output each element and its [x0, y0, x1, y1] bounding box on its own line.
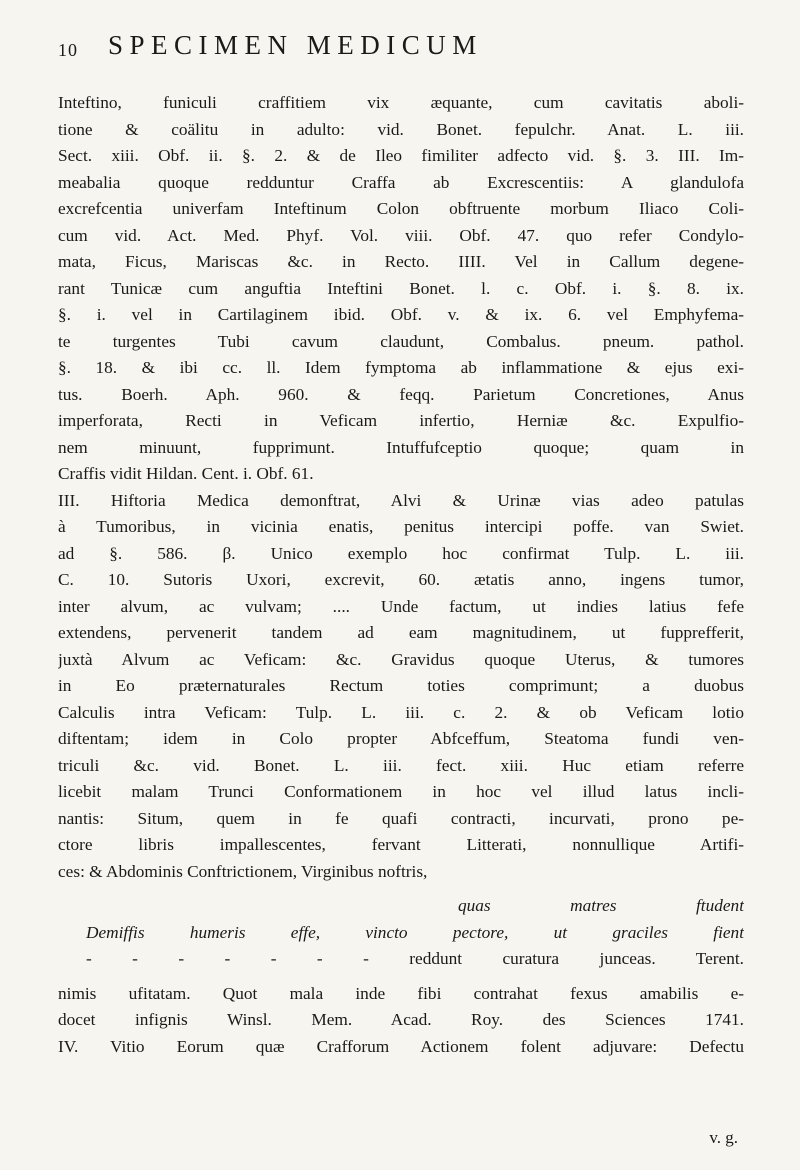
text-line: mata, Ficus, Mariscas &c. in Recto. IIII. Vel in Callum degene- [58, 252, 744, 271]
text-line: III. Hiftoria Medica demonftrat, Alvi & Urinæ vias adeo patulas [58, 490, 744, 510]
text-line: juxtà Alvum ac Veficam: &c. Gravidus quoque Uterus, & tumores [58, 649, 744, 669]
text-line: C. 10. Sutoris Uxori, excrevit, 60. ætatis anno, ingens tumor, [58, 570, 744, 589]
page-number: 10 [58, 40, 78, 60]
text-line: Sect. xiii. Obf. ii. §. 2. & de Ileo fimiliter adfecto vid. §. 3. III. Im- [58, 146, 744, 165]
text-line: in Eo præternaturales Rectum toties comprimunt; a duobus [58, 676, 744, 695]
text-line: nimis ufitatam. Quot mala inde fibi contrahat fexus amabilis e- [58, 983, 744, 1003]
text-line: ces: & Abdominis Conftrictionem, Virginibus noftris, [58, 861, 428, 881]
text-line: à Tumoribus, in vicinia enatis, penitus intercipi poffe. van Swiet. [58, 517, 744, 536]
text-line: inter alvum, ac vulvam; .... Unde factum, ut indies latius fefe [58, 596, 744, 616]
text-line: cum vid. Act. Med. Phyf. Vol. viii. Obf. 47. quo refer Condylo- [58, 225, 744, 245]
text-line: tione & coälitu in adulto: vid. Bonet. fepulchr. Anat. L. iii. [58, 119, 744, 139]
verse-line: - - - - - - - reddunt curatura junceas. Terent. [86, 949, 744, 968]
spacer [58, 885, 744, 893]
verse-line: Demiffis humeris effe, vincto pectore, ut graciles fient [86, 922, 744, 942]
text-line: te turgentes Tubi cavum claudunt, Combalus. pneum. pathol. [58, 331, 744, 351]
text-line: §. i. vel in Cartilaginem ibid. Obf. v. & ix. 6. vel Emphyfema- [58, 305, 744, 324]
text-line: ctore libris impallescentes, fervant Litterati, nonnullique Artifi- [58, 835, 744, 854]
running-head: SPECIMEN MEDICUM [108, 30, 483, 60]
text-line: tus. Boerh. Aph. 960. & feqq. Parietum Concretiones, Anus [58, 384, 744, 404]
text-line: Craffis vidit Hildan. Cent. i. Obf. 61. [58, 464, 314, 483]
text-line: imperforata, Recti in Veficam infertio, Herniæ &c. Expulfio- [58, 411, 744, 430]
text-line: §. 18. & ibi cc. ll. Idem fymptoma ab inflammatione & ejus exi- [58, 358, 744, 377]
text-line: nem minuunt, fupprimunt. Intuffufceptio quoque; quam in [58, 437, 744, 457]
spacer [58, 973, 744, 981]
text-line: Calculis intra Veficam: Tulp. L. iii. c. 2. & ob Veficam lotio [58, 702, 744, 722]
text-line: extendens, pervenerit tandem ad eam magnitudinem, ut fupprefferit, [58, 623, 744, 642]
text-line: excrefcentia univerfam Inteftinum Colon obftruente morbum Iliaco Coli- [58, 199, 744, 218]
catchword: v. g. [709, 1128, 738, 1147]
text-line: meabalia quoque redduntur Craffa ab Excrescentiis: A glandulofa [58, 172, 744, 192]
text-line: nantis: Situm, quem in fe quafi contracti, incurvati, prono pe- [58, 808, 744, 828]
verse-line: quas matres ftudent [458, 896, 744, 915]
text-line: ad §. 586. β. Unico exemplo hoc confirmat Tulp. L. iii. [58, 543, 744, 563]
text-line: diftentam; idem in Colo propter Abfceffum, Steatoma fundi ven- [58, 729, 744, 748]
page-header [58, 28, 744, 72]
text-line: docet infignis Winsl. Mem. Acad. Roy. des Sciences 1741. [58, 1010, 744, 1029]
text-line: licebit malam Trunci Conformationem in hoc vel illud latus incli- [58, 782, 744, 801]
text-line: IV. Vitio Eorum quæ Crafforum Actionem folent adjuvare: Defectu [58, 1036, 744, 1056]
text-line: triculi &c. vid. Bonet. L. iii. fect. xiii. Huc etiam referre [58, 755, 744, 775]
body-text [58, 90, 744, 1060]
text-line: rant Tunicæ cum anguftia Inteftini Bonet. l. c. Obf. i. §. 8. ix. [58, 278, 744, 298]
text-line: Inteftino, funiculi craffitiem vix æquante, cum cavitatis aboli- [58, 93, 744, 112]
